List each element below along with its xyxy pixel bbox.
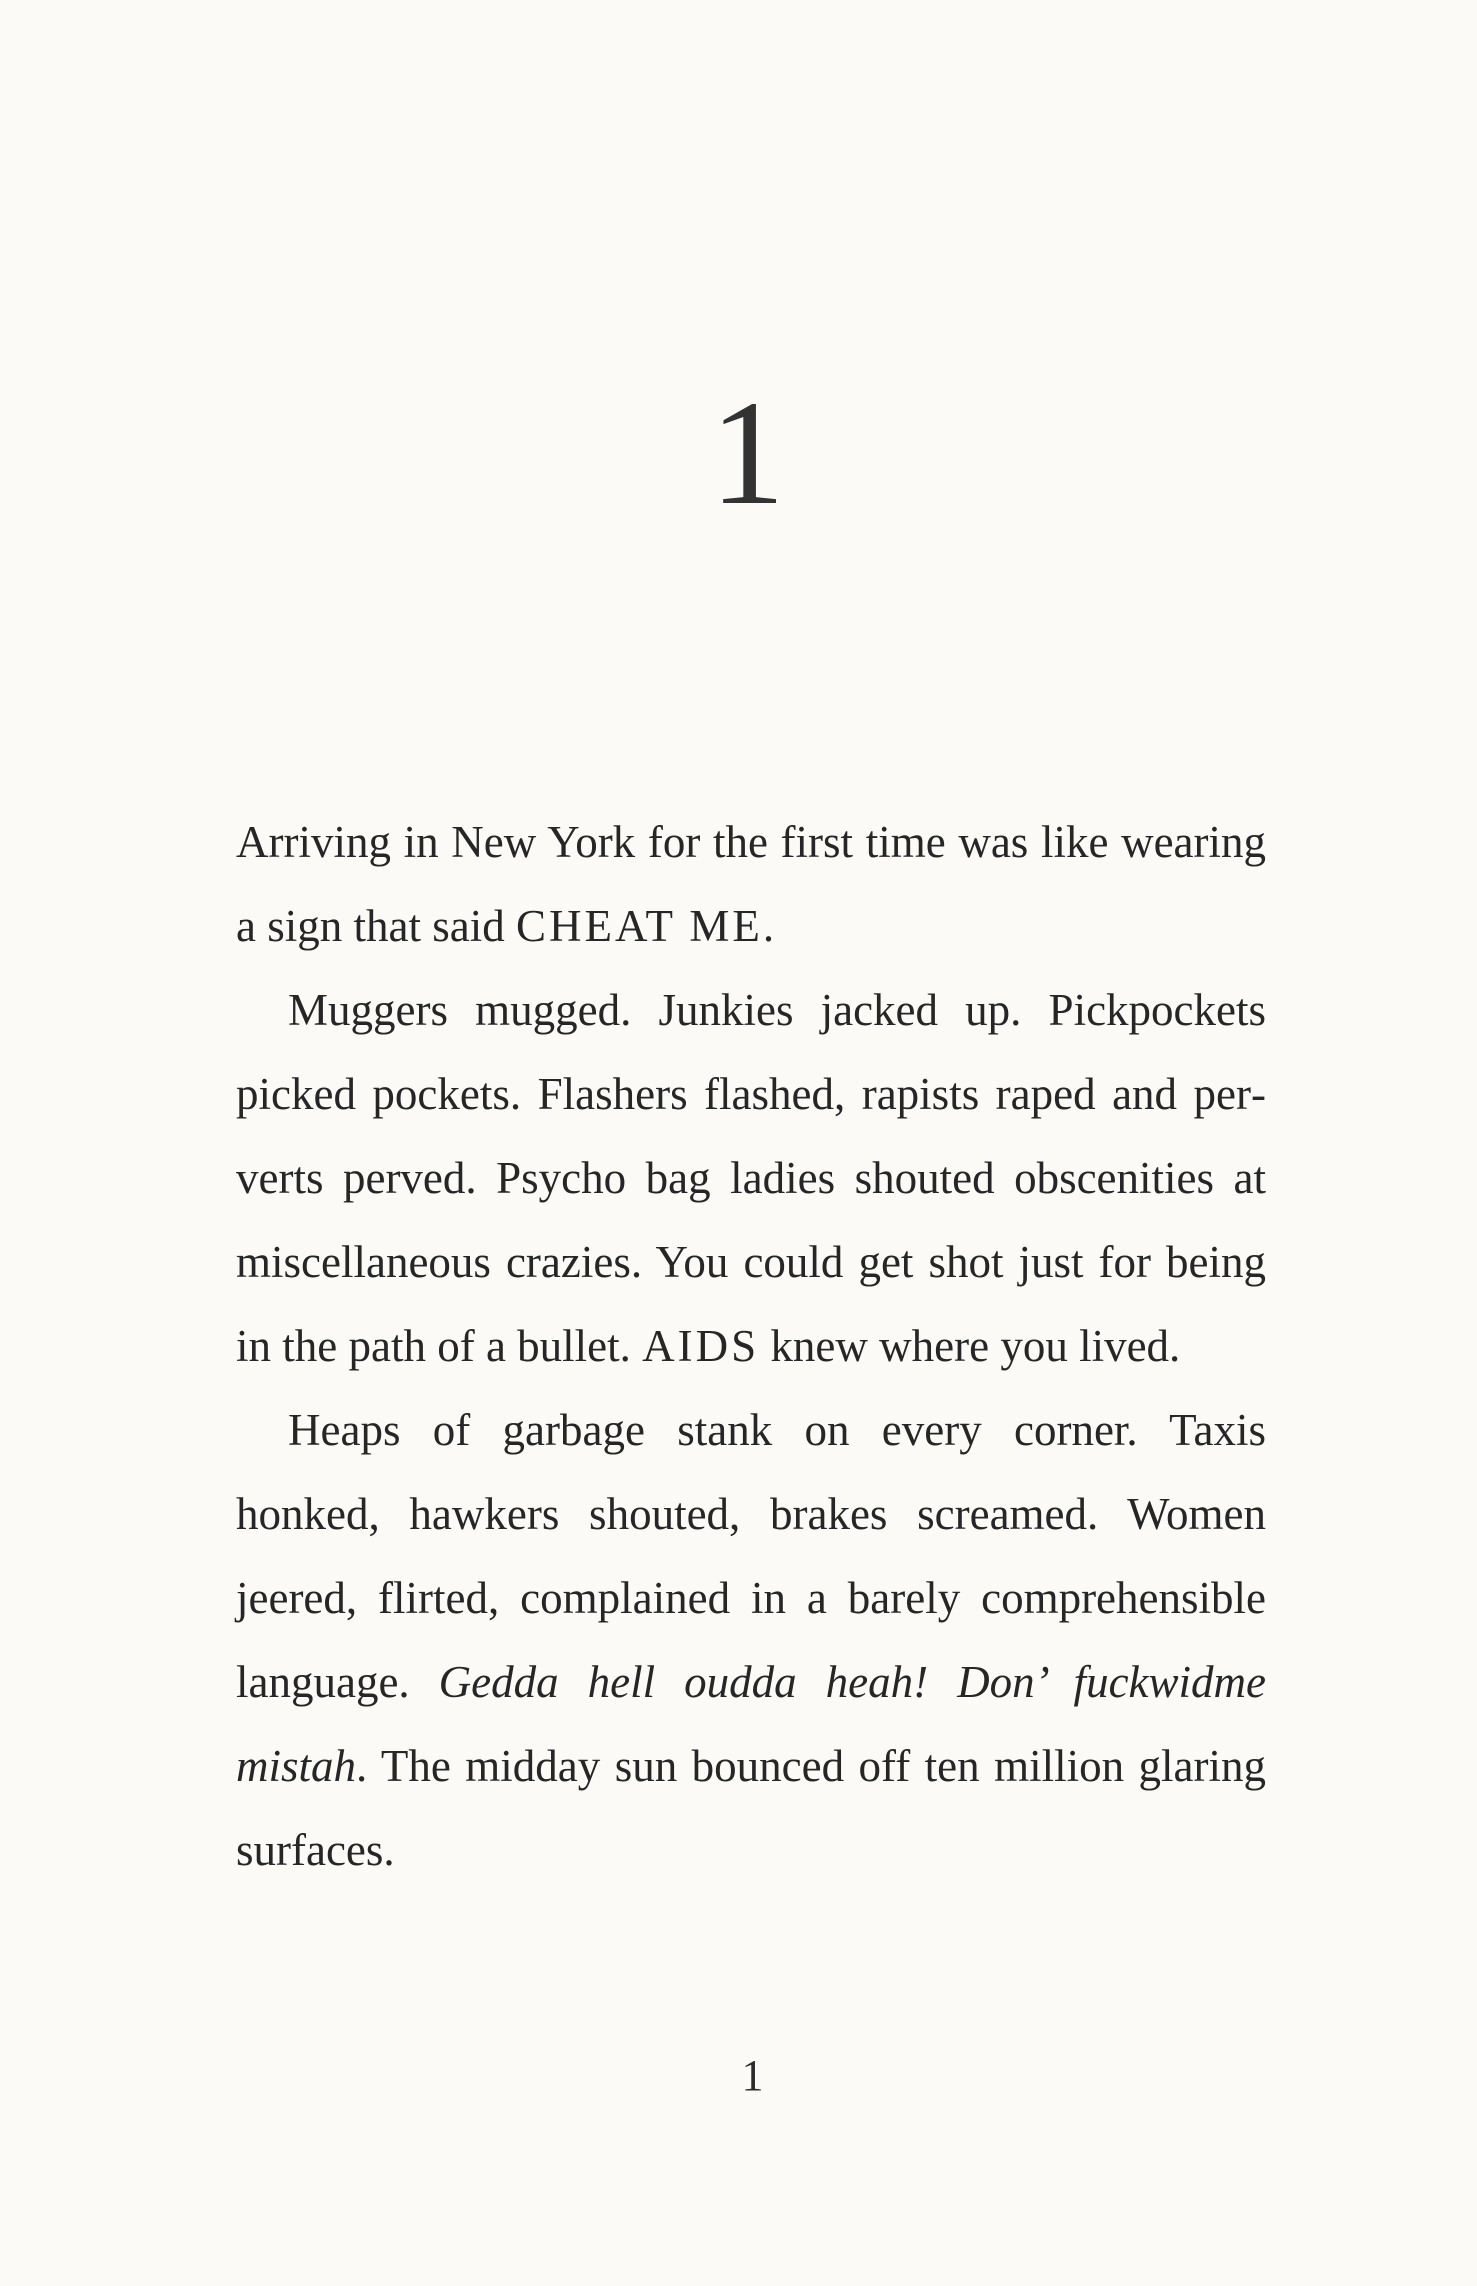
paragraph-1 — [236, 800, 1266, 968]
italic-dialogue: Gedda hell oudda heah! Don’ fuckwidme mistah — [236, 1657, 1266, 1791]
text-run: . — [762, 901, 775, 951]
paragraph-2 — [236, 968, 1266, 1388]
chapter-number: 1 — [710, 370, 785, 536]
page-number: 1 — [741, 2051, 764, 2100]
text-run: Heaps of garbage stank on every corner. Taxis honked, hawkers shouted, brakes screamed. Women jeered, flirted, complained in a barely comprehensible language. — [236, 1405, 1266, 1707]
text-run: knew where you lived. — [759, 1321, 1181, 1371]
text-run: Muggers mugged. Junkies jacked up. Pickpockets picked pockets. Flashers flashed, rapists raped and perverts perved. Psycho bag ladies shouted obscenities at miscellaneous crazies. You could get shot just for being in the path of a bullet. — [236, 985, 1266, 1371]
text-run: Arriving in New York for the first time was like wearing a sign that said — [236, 817, 1266, 951]
chapter-body — [236, 800, 1266, 1892]
small-caps-text: CHEAT ME — [515, 901, 763, 951]
text-run: . The midday sun bounced off ten million glaring surfaces. — [236, 1741, 1266, 1875]
paragraph-3 — [236, 1388, 1266, 1892]
small-caps-text: AIDS — [642, 1321, 760, 1371]
